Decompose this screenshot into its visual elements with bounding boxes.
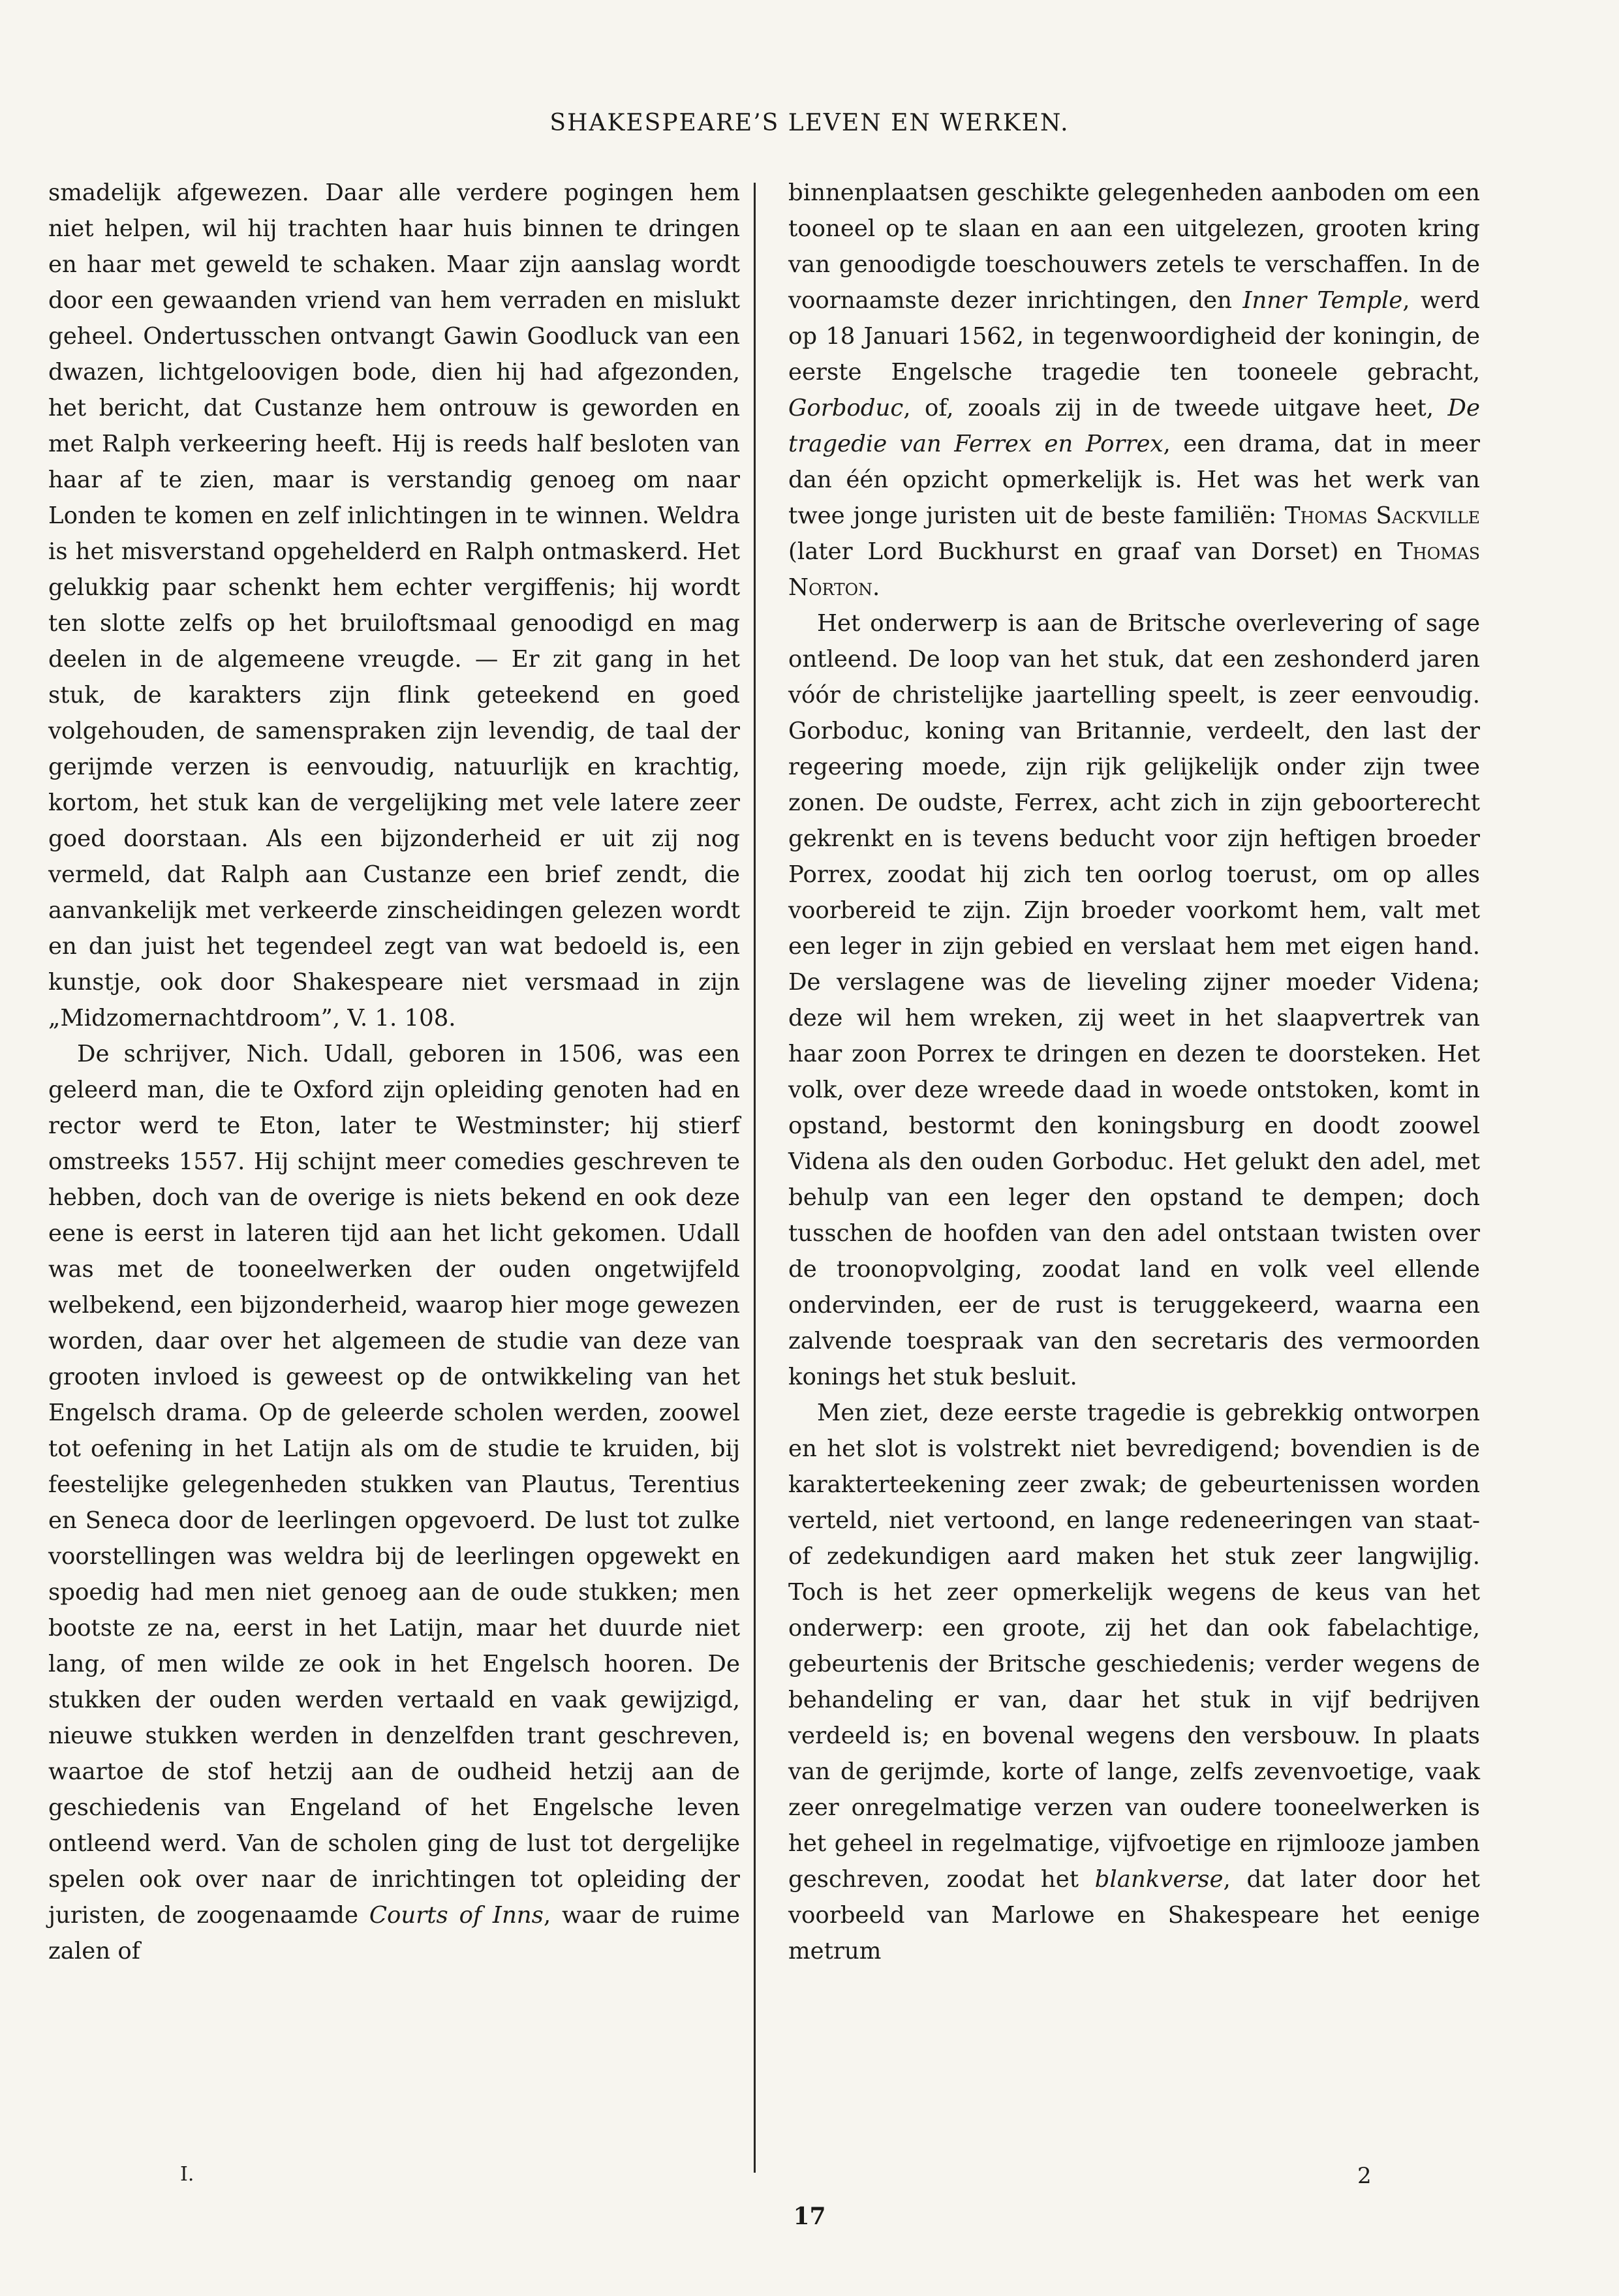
name-norton: Thomas Norton xyxy=(788,538,1480,601)
left-column xyxy=(48,175,740,1969)
right-p1-text-f: . xyxy=(872,574,880,601)
running-head: SHAKESPEARE’S LEVEN EN WERKEN. xyxy=(549,110,1070,136)
right-paragraph-2: Het onderwerp is aan de Britsche overlevering of sage ontleend. De loop van het stuk, dat een zeshonderd jaren vóór de christelijke jaartelling speelt, is zeer eenvoudig. Gorboduc, koning van Britannie, verdeelt, den last der regeering moede, zijn rijk gelijkelijk onder zijn twee zonen. De oudste, Ferrex, acht zich in zijn geboorterecht gekrenkt en is tevens beducht voor zijn heftigen broeder Porrex, zoodat hij zich ten oorlog toerust, om op alles voorbereid te zijn. Zijn broeder voorkomt hem, valt met een leger in zijn gebied en verslaat hem met eigen hand. De verslagene was de lieveling zijner moeder Videna; deze wil hem wreken, zij weet in het slaapvertrek van haar zoon Porrex te dringen en dezen te doorsteken. Het volk, over deze wreede daad in woede ontstoken, komt in opstand, bestormt den koningsburg en doodt zoowel Videna als den ouden Gorboduc. Het gelukt den adel, met behulp van een leger den opstand te dempen; doch tusschen de hoofden van den adel ontstaan twisten over de troonopvolging, zoodat land en volk veel ellende ondervinden, eer de rust is teruggekeerd, waarna een zalvende toespraak van den secretaris des vermoorden konings het stuk besluit. xyxy=(788,610,1480,1390)
column-divider xyxy=(754,183,756,2173)
right-p1-text-a: binnenplaatsen geschikte gelegenheden aanboden om een tooneel op te slaan en aan een uitgelezen, grooten kring van genoodigde toeschouwers zetels te verschaffen. In de voornaamste dezer inrichtingen, den xyxy=(788,179,1480,314)
left-paragraph-2-end: , waar de ruime zalen of xyxy=(48,1902,740,1965)
right-column xyxy=(788,175,1480,1969)
right-p1-text-d: , een drama, dat in meer dan één opzicht opmerkelijk is. Het was het werk van twee jonge juristen uit de beste familiën: xyxy=(788,431,1480,529)
italic-blankverse: blankverse xyxy=(1094,1866,1224,1893)
right-p3-text-b: , dat later door het voorbeeld van Marlowe en Shakespeare het eenige metrum xyxy=(788,1866,1480,1965)
right-paragraph-3 xyxy=(788,1395,1480,1969)
name-sackville: Thomas Sackville xyxy=(1284,502,1480,529)
left-paragraph-1: smadelijk afgewezen. Daar alle verdere pogingen hem niet helpen, wil hij trachten haar huis binnen te dringen en haar met geweld te schaken. Maar zijn aanslag wordt door een gewaanden vriend van hem verraden en mislukt geheel. Ondertusschen ontvangt Gawin Goodluck van een dwazen, lichtgeloovigen bode, dien hij had afgezonden, het bericht, dat Custanze hem ontrouw is geworden en met Ralph verkeering heeft. Hij is reeds half besloten van haar af te zien, maar is verstandig genoeg om naar Londen te komen en zelf inlichtingen in te winnen. Weldra is het misverstand opgehelderd en Ralph ontmaskerd. Het gelukkig paar schenkt hem echter vergiffenis; hij wordt ten slotte zelfs op het bruiloftsmaal genoodigd en mag deelen in de algemeene vreugde. — Er zit gang in het stuk, de karakters zijn flink geteekend en goed volgehouden, de samenspraken zijn levendig, de taal der gerijmde verzen is eenvoudig, natuurlijk en krachtig, kortom, het stuk kan de vergelijking met vele latere zeer goed doorstaan. Als een bijzonderheid er uit zij nog vermeld, dat Ralph aan Custanze een brief zendt, die aanvankelijk met verkeerde zinscheidingen gelezen wordt en dan juist het tegendeel zegt van wat bedoeld is, een kunstje, ook door Shakespeare niet versmaad in zijn „Midzomernachtdroom”, V. 1. 108. xyxy=(48,179,740,1032)
right-p3-text-a: Men ziet, deze eerste tragedie is gebrekkig ontworpen en het slot is volstrekt niet bevredigend; bovendien is de karakterteekening zeer zwak; de gebeurtenissen worden verteld, niet vertoond, en lange redeneeringen van staat- of zedekundigen aard maken het stuk zeer langwijlig. Toch is het zeer opmerkelijk wegens de keus van het onderwerp: een groote, zij het dan ook fabelachtige, gebeurtenis der Britsche geschiedenis; verder wegens de behandeling er van, daar het stuk in vijf bedrijven verdeeld is; en bovenal wegens den versbouw. In plaats van de gerijmde, korte of lange, zelfs zevenvoetige, vaak zeer onregelmatige verzen van oudere tooneelwerken is het geheel in regelmatige, vijfvoetige en rijmlooze jamben geschreven, zoodat het xyxy=(788,1400,1480,1893)
right-p1-text-b: , werd op 18 Januari 1562, in tegenwoordigheid der koningin, de eerste Engelsche tragedie ten tooneele gebracht, xyxy=(788,287,1480,386)
italic-inner-temple: Inner Temple xyxy=(1242,287,1403,314)
italic-gorboduc: Gorboduc xyxy=(788,395,904,421)
right-p1-text-c: , of, zooals zij in de tweede uitgave heet, xyxy=(903,395,1434,421)
signature-mark: I. xyxy=(180,2163,194,2186)
sheet-number: 2 xyxy=(1357,2163,1372,2189)
right-p1-text-e: (later Lord Buckhurst en graaf van Dorset) en xyxy=(788,538,1383,565)
left-paragraph-2-text: De schrijver, Nich. Udall, geboren in 1506, was een geleerd man, die te Oxford zijn opleiding genoten had en rector werd te Eton, later te Westminster; hij stierf omstreeks 1557. Hij schijnt meer comedies geschreven te hebben, doch van de overige is niets bekend en ook deze eene is eerst in lateren tijd aan het licht gekomen. Udall was met de tooneelwerken der ouden ongetwijfeld welbekend, een bijzonderheid, waarop hier moge gewezen worden, daar over het algemeen de studie van deze van grooten invloed is geweest op de ontwikkeling van het Engelsch drama. Op de geleerde scholen werden, zoowel tot oefening in het Latijn als om de studie te kruiden, bij feestelijke gelegenheden stukken van Plautus, Terentius en Seneca door de leerlingen opgevoerd. De lust tot zulke voorstellingen was weldra bij de leerlingen opgewekt en spoedig had men niet genoeg aan de oude stukken; men bootste ze na, eerst in het Latijn, maar het duurde niet lang, of men wilde ze ook in het Engelsch hooren. De stukken der ouden werden vertaald en vaak gewijzigd, nieuwe stukken werden in denzelfden trant geschreven, waartoe de stof hetzij aan de oudheid hetzij aan de geschiedenis van Engeland of het Engelsche leven ontleend werd. Van de scholen ging de lust tot dergelijke spelen ook over naar de inrichtingen tot opleiding der juristen, de zoogenaamde xyxy=(48,1041,740,1929)
italic-ferrex-porrex: De tragedie van Ferrex en Porrex xyxy=(788,395,1480,457)
left-paragraph-2 xyxy=(48,1036,740,1969)
right-paragraph-1 xyxy=(788,175,1480,605)
italic-courts-of-inns: Courts of Inns xyxy=(369,1902,544,1929)
page-number: 17 xyxy=(793,2203,826,2230)
